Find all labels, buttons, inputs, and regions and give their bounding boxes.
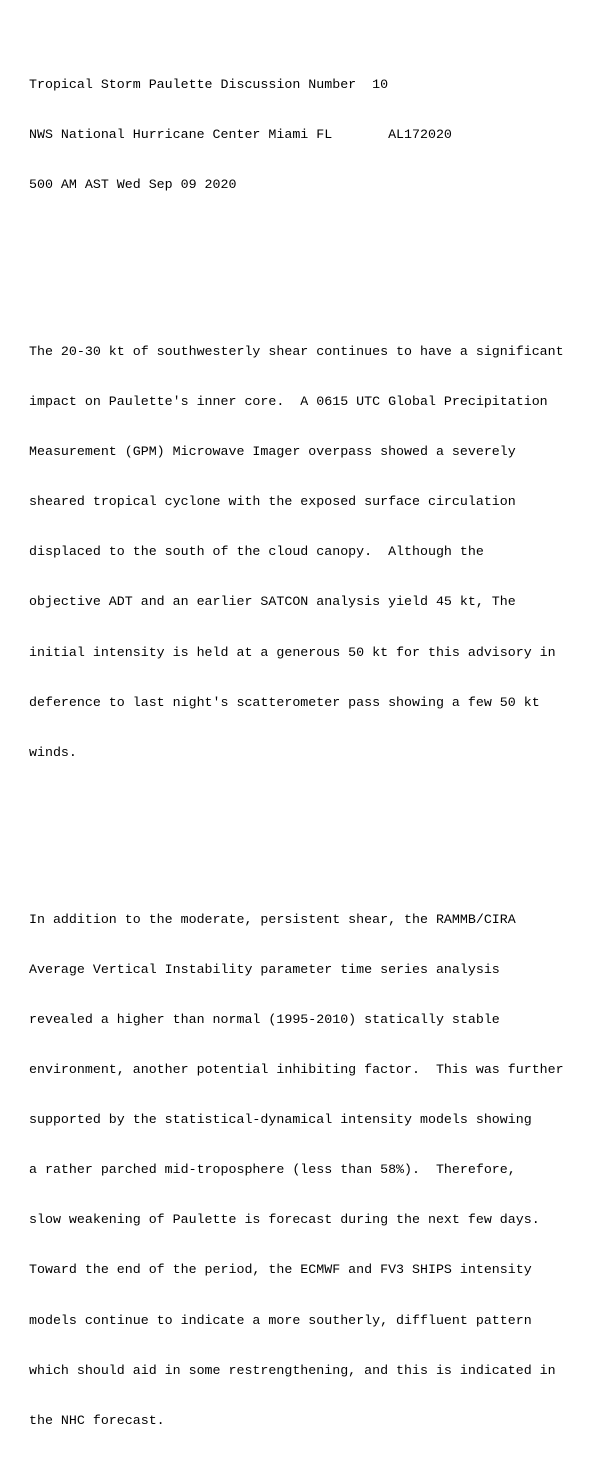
paragraph-line: which should aid in some restrengthening, and this is indicated in [29, 1362, 556, 1378]
issue-time: 500 AM AST Wed Sep 09 2020 [29, 177, 237, 192]
paragraph-line: sheared tropical cyclone with the exposed surface circulation [29, 494, 516, 510]
paragraph-line: environment, another potential inhibiting factor. This was further [29, 1062, 564, 1078]
paragraph-line: slow weakening of Paulette is forecast during the next few days. [29, 1212, 540, 1228]
spacer [29, 261, 564, 278]
discussion-document [29, 10, 564, 1479]
paragraph-line: winds. [29, 744, 77, 760]
paragraph-line: a rather parched mid-troposphere (less than 58%). Therefore, [29, 1162, 516, 1178]
discussion-title: Tropical Storm Paulette Discussion Number 10 [29, 76, 389, 92]
paragraph-line: models continue to indicate a more southerly, diffluent pattern [29, 1312, 532, 1328]
paragraph-line: the NHC forecast. [29, 1412, 165, 1428]
paragraph-line: revealed a higher than normal (1995-2010) statically stable [29, 1011, 500, 1027]
spacer [29, 828, 564, 845]
paragraph-line: displaced to the south of the cloud canopy. Although the [29, 544, 484, 560]
paragraph-line: supported by the statistical-dynamical intensity models showing [29, 1112, 532, 1128]
paragraph-line: initial intensity is held at a generous 50 kt for this advisory in [29, 644, 556, 660]
paragraph-shear [29, 311, 564, 795]
paragraph-line: objective ADT and an earlier SATCON analysis yield 45 kt, The [29, 594, 516, 610]
paragraph-line: Toward the end of the period, the ECMWF and FV3 SHIPS intensity [29, 1262, 532, 1278]
issuing-center: NWS National Hurricane Center Miami FL AL172020 [29, 126, 452, 142]
discussion-header [29, 43, 564, 227]
paragraph-line: Average Vertical Instability parameter time series analysis [29, 961, 500, 977]
paragraph-line: deference to last night's scatterometer pass showing a few 50 kt [29, 694, 540, 710]
paragraph-line: The 20-30 kt of southwesterly shear continues to have a significant [29, 344, 564, 359]
paragraph-instability [29, 878, 564, 1462]
paragraph-line: Measurement (GPM) Microwave Imager overpass showed a severely [29, 444, 516, 460]
paragraph-line: In addition to the moderate, persistent shear, the RAMMB/CIRA [29, 911, 516, 927]
paragraph-line: impact on Paulette's inner core. A 0615 UTC Global Precipitation [29, 394, 548, 410]
